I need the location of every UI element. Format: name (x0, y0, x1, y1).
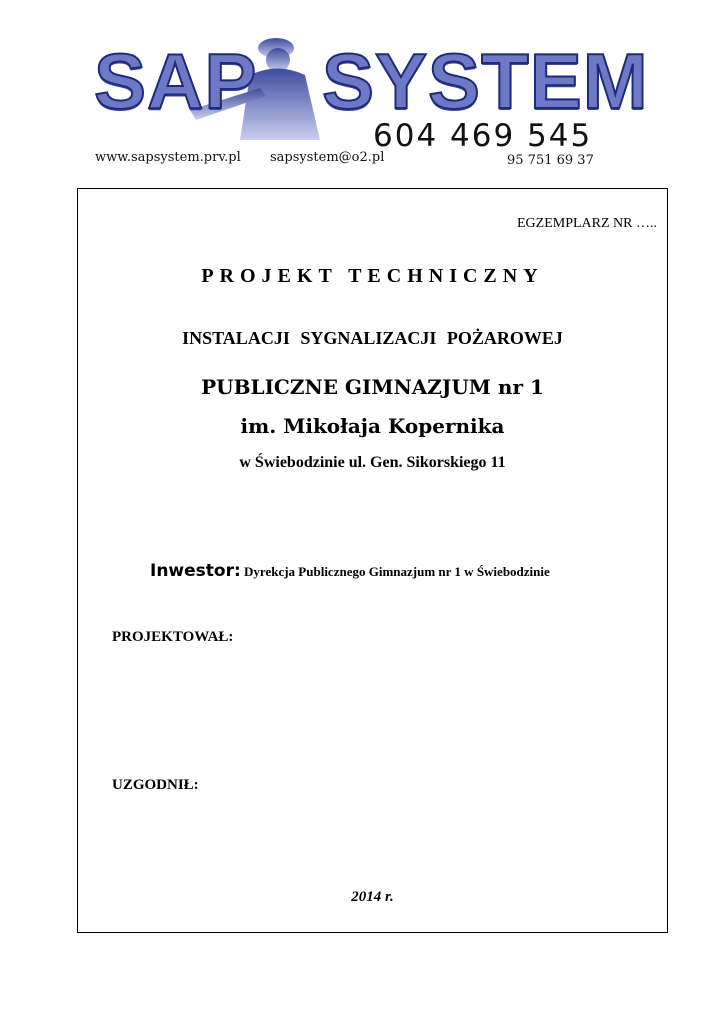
investor-line (150, 561, 550, 581)
copy-number: EGZEMPLARZ NR ….. (517, 216, 657, 231)
logo-text-left: SAP (94, 37, 258, 125)
agreed-by-label: UZGODNIŁ: (112, 777, 199, 793)
object-name: PUBLICZNE GIMNAZJUM nr 1 (201, 375, 544, 399)
title-page-frame (77, 188, 668, 933)
designed-by-label: PROJEKTOWAŁ: (112, 629, 234, 645)
object-patron: im. Mikołaja Kopernika (240, 414, 505, 438)
phone-number-secondary: 95 751 69 37 (507, 153, 594, 168)
document-subtitle: INSTALACJI SYGNALIZACJI POŻAROWEJ (182, 328, 563, 348)
document-title: PROJEKT TECHNICZNY (201, 265, 544, 287)
website-link[interactable]: www.sapsystem.prv.pl (95, 150, 241, 165)
investor-label: Inwestor: (150, 561, 241, 581)
document-year: 2014 r. (351, 889, 394, 905)
investor-value: Dyrekcja Publicznego Gimnazjum nr 1 w Świebodzinie (240, 564, 550, 579)
email-link[interactable]: sapsystem@o2.pl (270, 150, 385, 165)
object-address: w Świebodzinie ul. Gen. Sikorskiego 11 (239, 454, 506, 471)
phone-number-main: 604 469 545 (373, 118, 593, 154)
page-header (0, 0, 725, 180)
logo-text-right: SYSTEM (322, 37, 649, 125)
